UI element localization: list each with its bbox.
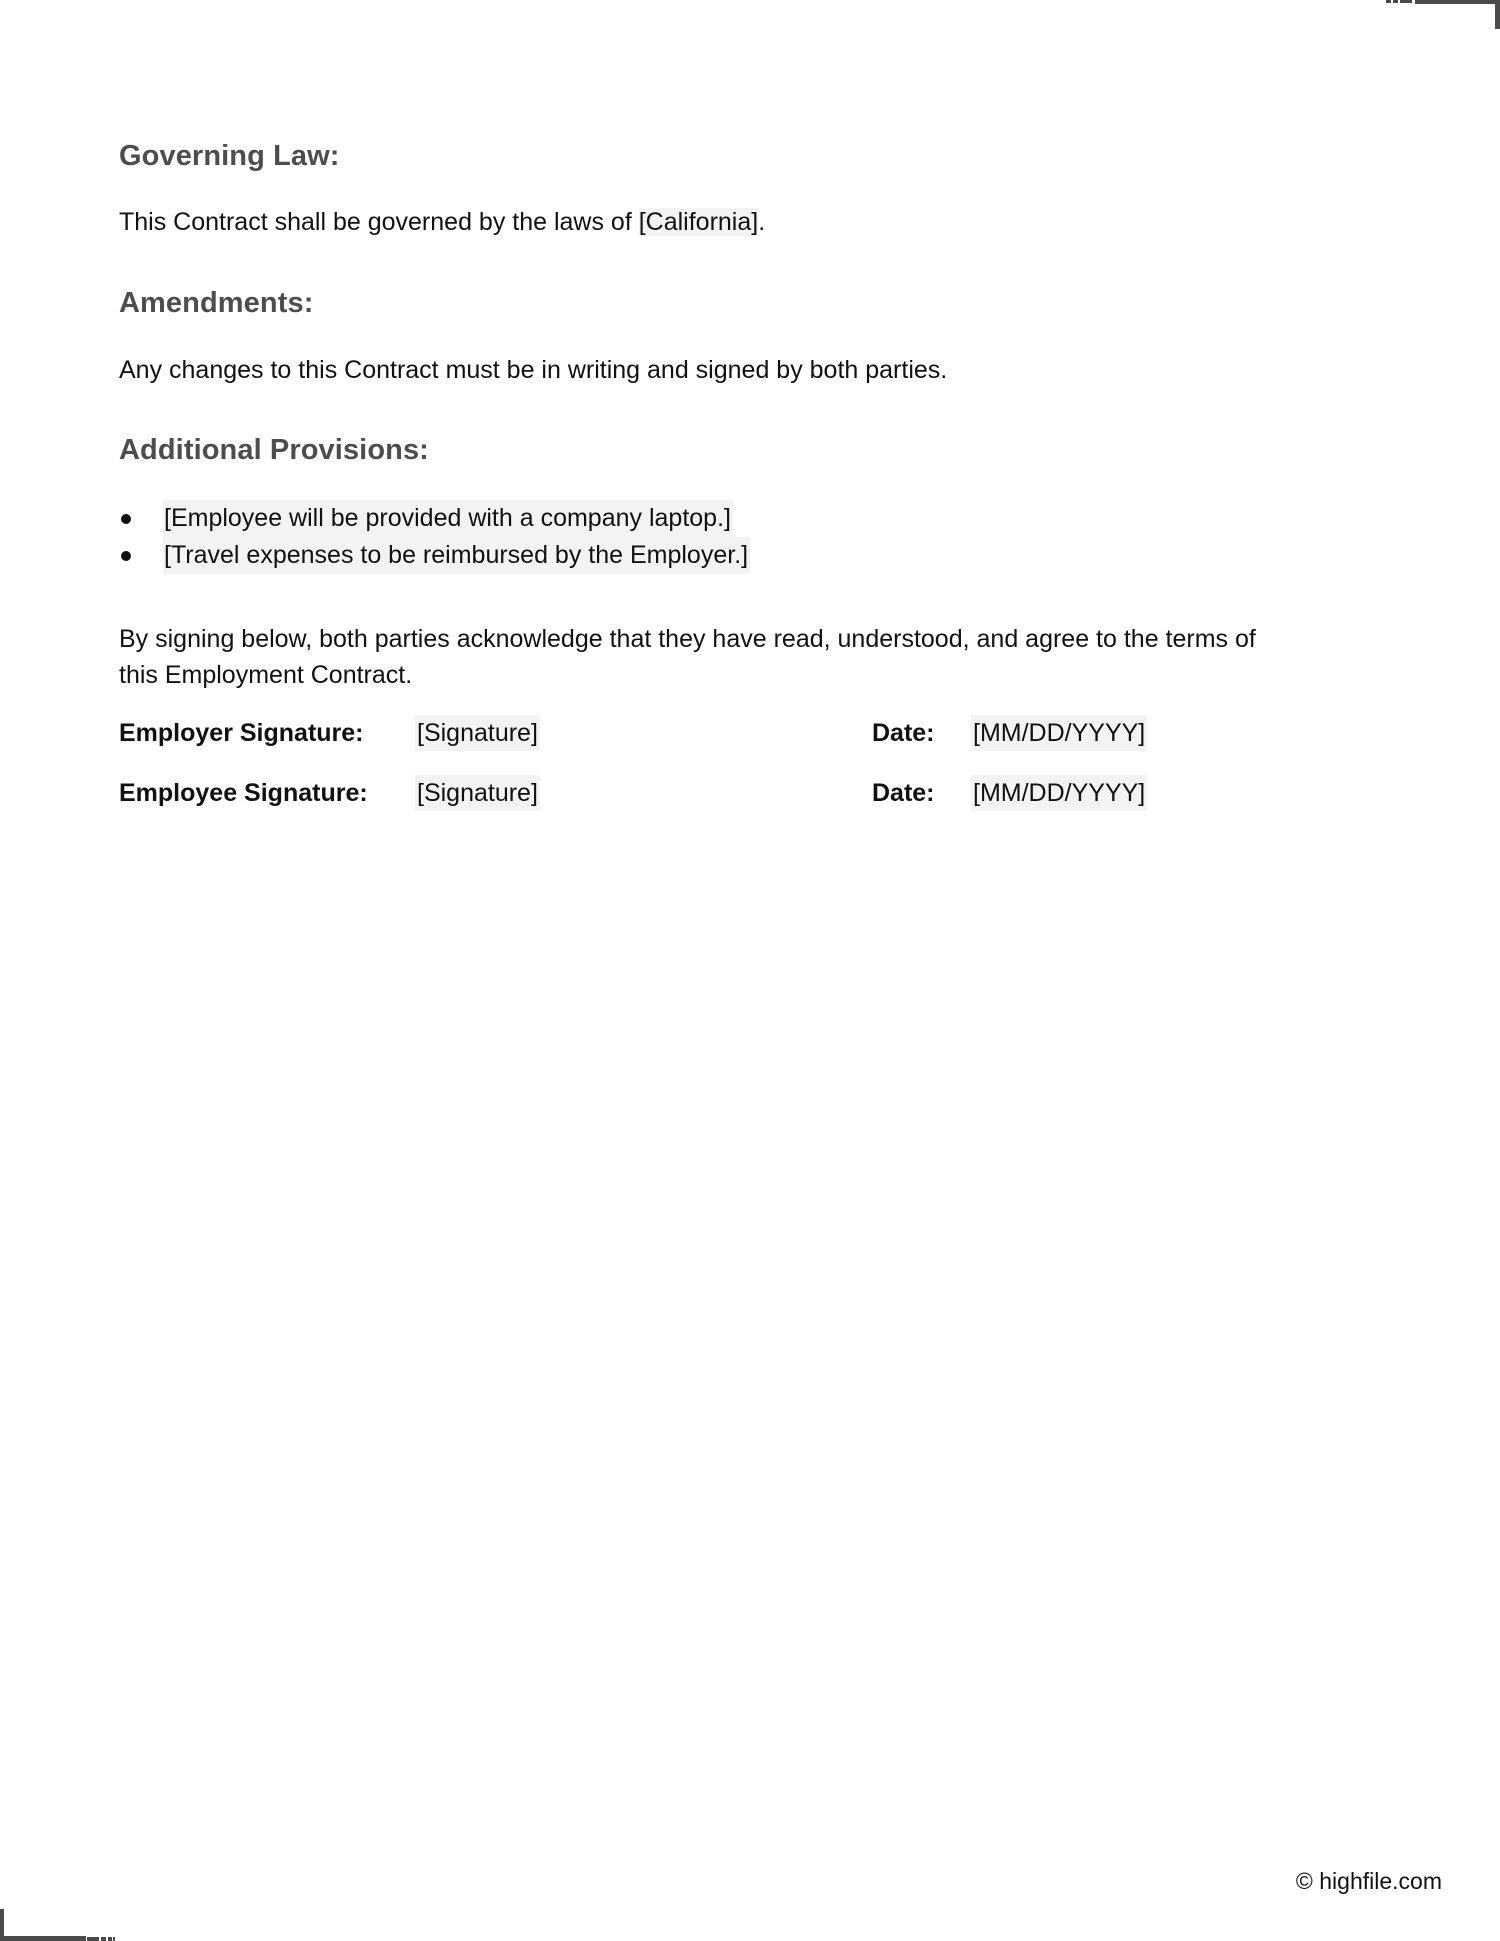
section-heading-governing-law: Governing Law:: [119, 140, 340, 172]
employer-date-label: Date:: [872, 719, 935, 747]
employee-signature-row: [119, 775, 1381, 811]
employee-date-label: Date:: [872, 779, 935, 807]
employer-date-field[interactable]: [MM/DD/YYYY]: [971, 715, 1147, 751]
employer-signature-field[interactable]: [Signature]: [415, 715, 540, 751]
employee-signature-label: Employee Signature:: [119, 779, 368, 807]
state-placeholder[interactable]: [California]: [638, 208, 759, 236]
employer-signature-label: Employer Signature:: [119, 719, 364, 747]
governing-law-text: [119, 204, 765, 240]
acknowledgement-line-1: By signing below, both parties acknowledge that they have read, understood, and agree to the terms of: [119, 625, 1256, 653]
footer-copyright: © highfile.com: [1295, 1868, 1442, 1894]
employee-date-field[interactable]: [MM/DD/YYYY]: [971, 775, 1147, 811]
section-heading-amendments: Amendments:: [119, 287, 314, 319]
employer-signature-row: [119, 715, 1381, 751]
employee-signature-field[interactable]: [Signature]: [415, 775, 540, 811]
section-heading-additional-provisions: Additional Provisions:: [119, 434, 429, 466]
acknowledgement-line-2: this Employment Contract.: [119, 661, 413, 689]
provision-placeholder[interactable]: [Travel expenses to be reimbursed by the Employer.]: [163, 537, 750, 574]
bullet-icon: [121, 551, 131, 561]
governing-law-suffix: .: [758, 208, 766, 236]
provision-placeholder[interactable]: [Employee will be provided with a company laptop.]: [163, 500, 733, 537]
bullet-icon: [121, 514, 131, 524]
governing-law-prefix: This Contract shall be governed by the laws of: [119, 208, 639, 236]
amendments-text: Any changes to this Contract must be in writing and signed by both parties.: [119, 356, 948, 384]
